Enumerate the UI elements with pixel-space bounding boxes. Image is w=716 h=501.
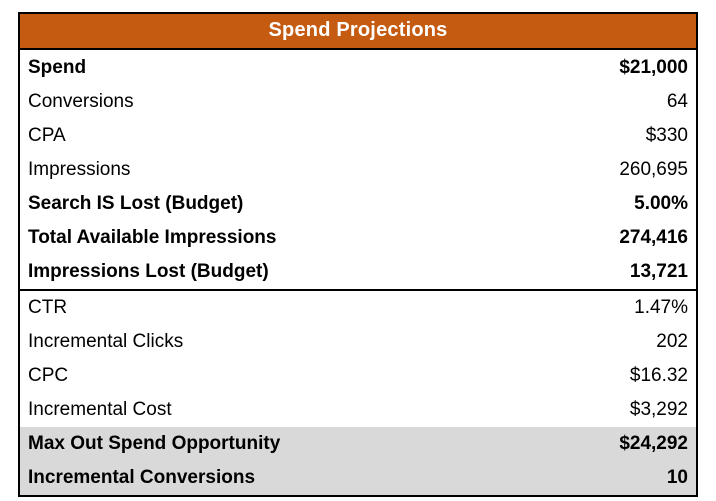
row-label: Impressions bbox=[28, 159, 131, 180]
spend-projections-table bbox=[18, 12, 698, 497]
row-label: Max Out Spend Opportunity bbox=[20, 427, 358, 461]
row-value: 274,416 bbox=[619, 227, 688, 248]
row-value: $21,000 bbox=[619, 57, 688, 78]
row-value: $24,292 bbox=[358, 427, 696, 461]
row-label: Incremental Cost bbox=[28, 399, 172, 420]
row-value: 13,721 bbox=[358, 255, 696, 290]
table-body bbox=[20, 50, 696, 495]
row-value: 260,695 bbox=[619, 159, 688, 180]
table-row bbox=[20, 325, 696, 359]
row-label: CPA bbox=[28, 125, 66, 146]
table-row bbox=[20, 85, 696, 119]
row-value: 10 bbox=[358, 461, 696, 495]
row-label: Conversions bbox=[28, 91, 134, 112]
table-row bbox=[20, 359, 696, 393]
table-row bbox=[20, 153, 696, 187]
table-rows bbox=[20, 50, 696, 495]
row-value: 1.47% bbox=[634, 297, 688, 318]
row-value: 5.00% bbox=[634, 193, 688, 214]
row-value: $3,292 bbox=[629, 399, 688, 420]
row-label: Total Available Impressions bbox=[28, 227, 277, 248]
table-row bbox=[20, 290, 696, 325]
table-row bbox=[20, 50, 696, 85]
row-label: Spend bbox=[28, 57, 87, 78]
row-label: Incremental Conversions bbox=[20, 461, 358, 495]
row-value: $330 bbox=[645, 125, 688, 146]
row-label: Incremental Clicks bbox=[28, 331, 184, 352]
table-row bbox=[20, 393, 696, 427]
row-label: Impressions Lost (Budget) bbox=[20, 255, 358, 290]
table-row bbox=[20, 221, 696, 255]
row-label: Search IS Lost (Budget) bbox=[28, 193, 244, 214]
table-row bbox=[20, 255, 696, 290]
row-label: CTR bbox=[28, 297, 68, 318]
row-label: CPC bbox=[28, 365, 69, 386]
row-value: 64 bbox=[666, 91, 688, 112]
table-row bbox=[20, 187, 696, 221]
table-row bbox=[20, 119, 696, 153]
row-value: $16.32 bbox=[629, 365, 688, 386]
row-value: 202 bbox=[656, 331, 688, 352]
table-row bbox=[20, 427, 696, 461]
table-title: Spend Projections bbox=[20, 14, 696, 50]
table-row bbox=[20, 461, 696, 495]
